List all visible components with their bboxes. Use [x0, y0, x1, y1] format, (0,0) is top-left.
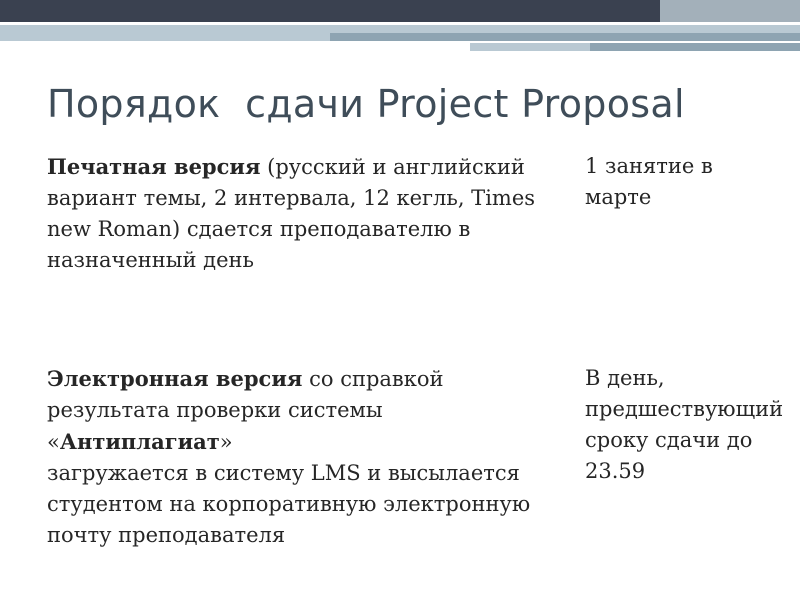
- electronic-version-text-2: загружается в систему LMS и высылается студентом на корпоративную электронную почту преподавателя: [47, 461, 531, 547]
- print-version-text: (русский и английский вариант темы, 2 интервала, 12 кегль, Times new Roman) сдается преподавателю в назначенный день: [47, 155, 536, 272]
- decor-stripe-1: [0, 25, 800, 41]
- antiplagiat-label: Антиплагиат: [59, 429, 220, 454]
- print-version-deadline: 1 занятие в марте: [585, 154, 713, 209]
- slide-title: Порядок сдачи Project Proposal: [47, 82, 685, 126]
- electronic-version-description: [47, 363, 572, 551]
- print-version-description: [47, 151, 572, 276]
- decor-stripe-1-dark: [330, 33, 800, 41]
- electronic-version-label: Электронная версия: [47, 366, 303, 391]
- top-banner: [0, 0, 800, 22]
- quote-open: «: [47, 430, 60, 454]
- decor-stripe-2: [470, 43, 800, 51]
- print-version-label: Печатная версия: [47, 154, 261, 179]
- electronic-version-text: со справкой результата проверки системы: [47, 367, 444, 422]
- decor-stripe-2-dark: [590, 43, 800, 51]
- electronic-version-deadline: В день, предшествующий сроку сдачи до 23.59: [585, 366, 784, 483]
- quote-close: »: [219, 430, 233, 454]
- top-banner-shade: [660, 0, 800, 22]
